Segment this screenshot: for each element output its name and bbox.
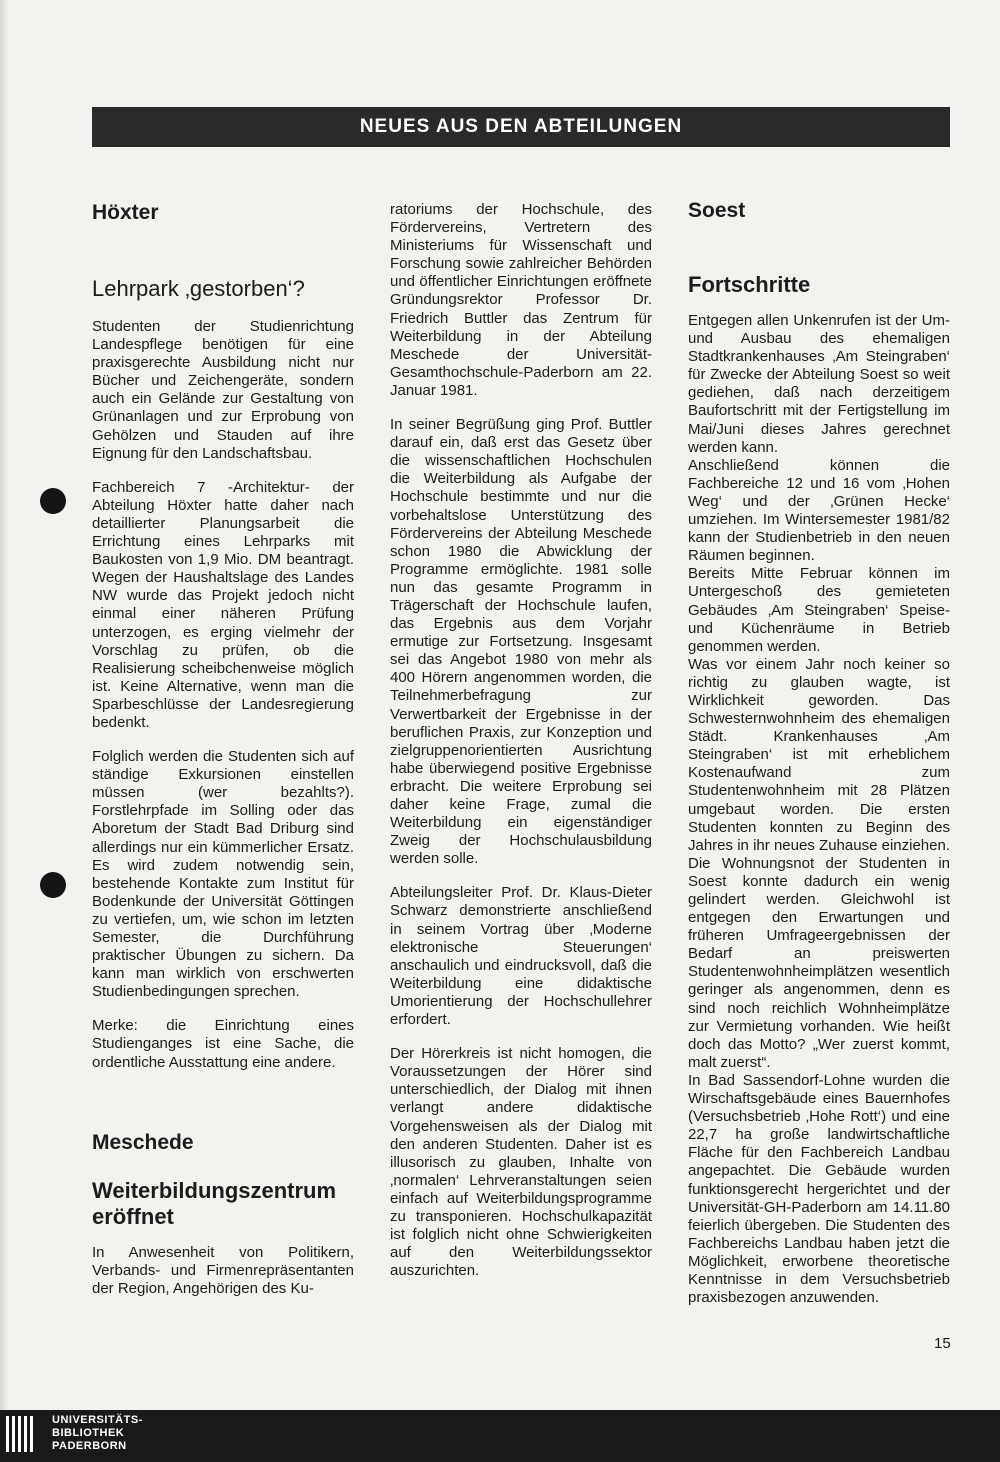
location-heading-soest: Soest	[688, 199, 746, 222]
column-middle	[390, 201, 652, 1296]
library-name-line: BIBLIOTHEK	[52, 1427, 125, 1439]
paragraph: Abteilungsleiter Prof. Dr. Klaus-Dieter Schwarz demonstrierte anschließend in seinem Vortrag über ‚Moderne elektronische Steuerungen‘ anschaulich und eindrucksvoll, daß die Weiterbildung eine didaktische Umorientierung der Hochschullehrer erfordert.	[390, 884, 652, 1029]
soest-article-body	[688, 312, 950, 1307]
banner-title: NEUES AUS DEN ABTEILUNGEN	[359, 116, 683, 137]
paragraph: Folglich werden die Studenten sich auf ständige Exkursionen einstellen müssen (wer bezahlts?). Forstlehrpfade im Solling oder das Aboretum der Stadt Bad Driburg sind allerdings nur ein kümmerlicher Ersatz. Es wird zudem notwendig sein, bestehende Kontakte zum Institut für Bodenkunde der Universität Göttingen zu vertiefen, um, wie schon im letzten Semester, die Durchführung praktischer Übungen zu sichern. Da kann man wirklich von erschwerten Studienbedingungen sprechen.	[92, 748, 354, 1001]
article-headline-weiterbildung: Weiterbildungszentrum eröffnet	[92, 1177, 337, 1229]
library-logo-icon	[6, 1416, 46, 1456]
paragraph: Bereits Mitte Februar können im Untergeschoß des gemieteten Gebäudes ‚Am Steingraben‘ Speise- und Küchenräume in Betrieb genommen werden.	[688, 565, 950, 655]
paragraph: Anschließend können die Fachbereiche 12 und 16 vom ‚Hohen Weg‘ und der ‚Grünen Hecke‘ umziehen. Im Wintersemester 1981/82 kann der Studienbetrieb in den neuen Räumen beginnen.	[688, 456, 950, 565]
library-name	[52, 1414, 143, 1453]
punch-hole-bottom	[40, 872, 66, 898]
location-heading-hoexter: Höxter	[92, 201, 159, 224]
library-name-line: PADERBORN	[52, 1440, 127, 1452]
paragraph: Studenten der Studienrichtung Landespflege benötigen für eine praxisgerechte Ausbildung nicht nur Bücher und Zeichengeräte, sondern auch ein Gelände zur Gestaltung von Grünanlagen und zur Erprobung von Gehölzen und Stauden auf ihre Eignung für den Landschaftsbau.	[92, 318, 354, 462]
punch-hole-top	[40, 488, 66, 514]
column-right	[688, 196, 950, 1307]
paragraph: Merke: die Einrichtung eines Studienganges ist eine Sache, die ordentliche Ausstattung eine andere.	[92, 1017, 354, 1071]
paragraph: In Anwesenheit von Politikern, Verbands- und Firmenrepräsentanten der Region, Angehörigen des Ku-	[92, 1243, 354, 1297]
location-heading-meschede: Meschede	[92, 1130, 194, 1154]
library-footer	[0, 1410, 1000, 1462]
section-banner	[92, 107, 950, 147]
paragraph: Fachbereich 7 -Architektur- der Abteilung Höxter hatte daher nach detaillierter Planungsarbeit die Errichtung eines Lehrparks mit Baukosten von 1,9 Mio. DM beantragt. Wegen der Haushaltslage des Landes NW wurde das Projekt jedoch nicht einmal einer näheren Prüfung unterzogen, es erging vielmehr der Vorschlag zu prüfen, ob die Realisierung scheibchenweise möglich ist. Keine Alternative, wenn man die Sparbeschlüsse der Landesregierung bedenkt.	[92, 478, 354, 731]
column-left	[92, 198, 354, 1314]
paragraph: In seiner Begrüßung ging Prof. Buttler darauf ein, daß erst das Gesetz über die wissenschaftlichen Hochschulen die Weiterbildung als Aufgabe der Hochschule bestimmte und nur die vorbehaltslose Unterstützung des Fördervereins der Abteilung Meschede schon 1980 die Abwicklung der Programme ermöglichte. 1981 solle nun das gesamte Programm in Trägerschaft der Hochschule laufen, das Ergebnis aus dem Vorjahr ermutige zur Fortsetzung. Insgesamt sei das Angebot 1980 von mehr als 400 Hörern angenommen worden, die Teilnehmerbefragung zur Verwertbarkeit der Ergebnisse in der beruflichen Praxis, zur Konzeption und zielgruppenorientierten Ausrichtung habe überwiegend positive Ergebnisse erbracht. Die weitere Erprobung sei daher keine Frage, zumal die Weiterbildung ein eigenständiger Zweig der Hochschulausbildung werden solle.	[390, 416, 652, 868]
paragraph: In Bad Sassendorf-Lohne wurden die Wirschaftsgebäude eines Bauernhofes (Versuchsbetrieb ‚Hohe Rott‘) und eine 22,7 ha große landwirtschaftliche Fläche für den Fachbereich Landbau angepachtet. Die Gebäude wurden funktionsgerecht hergerichtet und der Universität-GH-Paderborn am 14.11.80 feierlich übergeben. Die Studenten des Fachbereichs Landbau haben jetzt die Möglichkeit, erworbene theoretische Kenntnisse in dem Versuchsbetrieb praxisbezogen anzuwenden.	[688, 1071, 950, 1307]
paragraph: Was vor einem Jahr noch keiner so richtig zu glauben wagte, ist Wirklichkeit geworden. Das Schwesternwohnheim des ehemaligen Städt. Krankenhauses ‚Am Steingraben‘ ist mit erheblichem Kostenaufwand zum Studentenwohnheim mit 28 Plätzen umgebaut worden. Die ersten Studenten konnten zu Beginn des Jahres in ihr neues Zuhause einziehen. Die Wohnungsnot der Studenten in Soest konnte dadurch ein wenig gelindert werden. Gleichwohl ist entgegen den Erwartungen und früheren Umfrageergebnissen der Bedarf an preiswerten Studentenwohnheimplätzen wesentlich geringer als angenommen, denn es sind noch reichlich Wohnheimplätze zur Vermietung vorhanden. Wie heißt doch das Motto? „Wer zuerst kommt, malt zuerst“.	[688, 655, 950, 1071]
article-headline-lehrpark: Lehrpark ‚gestorben‘?	[92, 276, 305, 301]
paragraph: Der Hörerkreis ist nicht homogen, die Voraussetzungen der Hörer sind unterschiedlich, der Dialog mit ihnen verlangt andere didaktische Vorgehensweisen als der Dialog mit den anderen Studenten. Daher ist es illusorisch zu glauben, Inhalte von ‚normalen‘ Lehrveranstaltungen seien einfach auf Weiterbildungsprogramme zu transponieren. Hochschulkapazität ist folglich nicht ohne Schwierigkeiten auf den Weiterbildungssektor auszurichten.	[390, 1045, 652, 1280]
page-edge-shadow	[0, 0, 8, 1410]
article-headline-fortschritte: Fortschritte	[688, 272, 811, 297]
library-name-line: UNIVERSITÄTS-	[52, 1414, 143, 1426]
paragraph: ratoriums der Hochschule, des Fördervereins, Vertretern des Ministeriums für Wissenschaft und Forschung sowie zahlreicher Behörden und öffentlicher Einrichtungen eröffnete Gründungsrektor Professor Dr. Friedrich Buttler das Zentrum für Weiterbildung in der Abteilung Meschede der Universität-Gesamthochschule-Paderborn am 22. Januar 1981.	[390, 201, 652, 399]
paragraph: Entgegen allen Unkenrufen ist der Um- und Ausbau des ehemaligen Stadtkrankenhauses ‚Am Steingraben‘ für Zwecke der Abteilung Soest so weit gediehen, daß nach derzeitigem Baufortschritt mit der Fertigstellung im Mai/Juni dieses Jahres gerechnet werden kann.	[688, 312, 950, 456]
page-number: 15	[934, 1335, 951, 1352]
